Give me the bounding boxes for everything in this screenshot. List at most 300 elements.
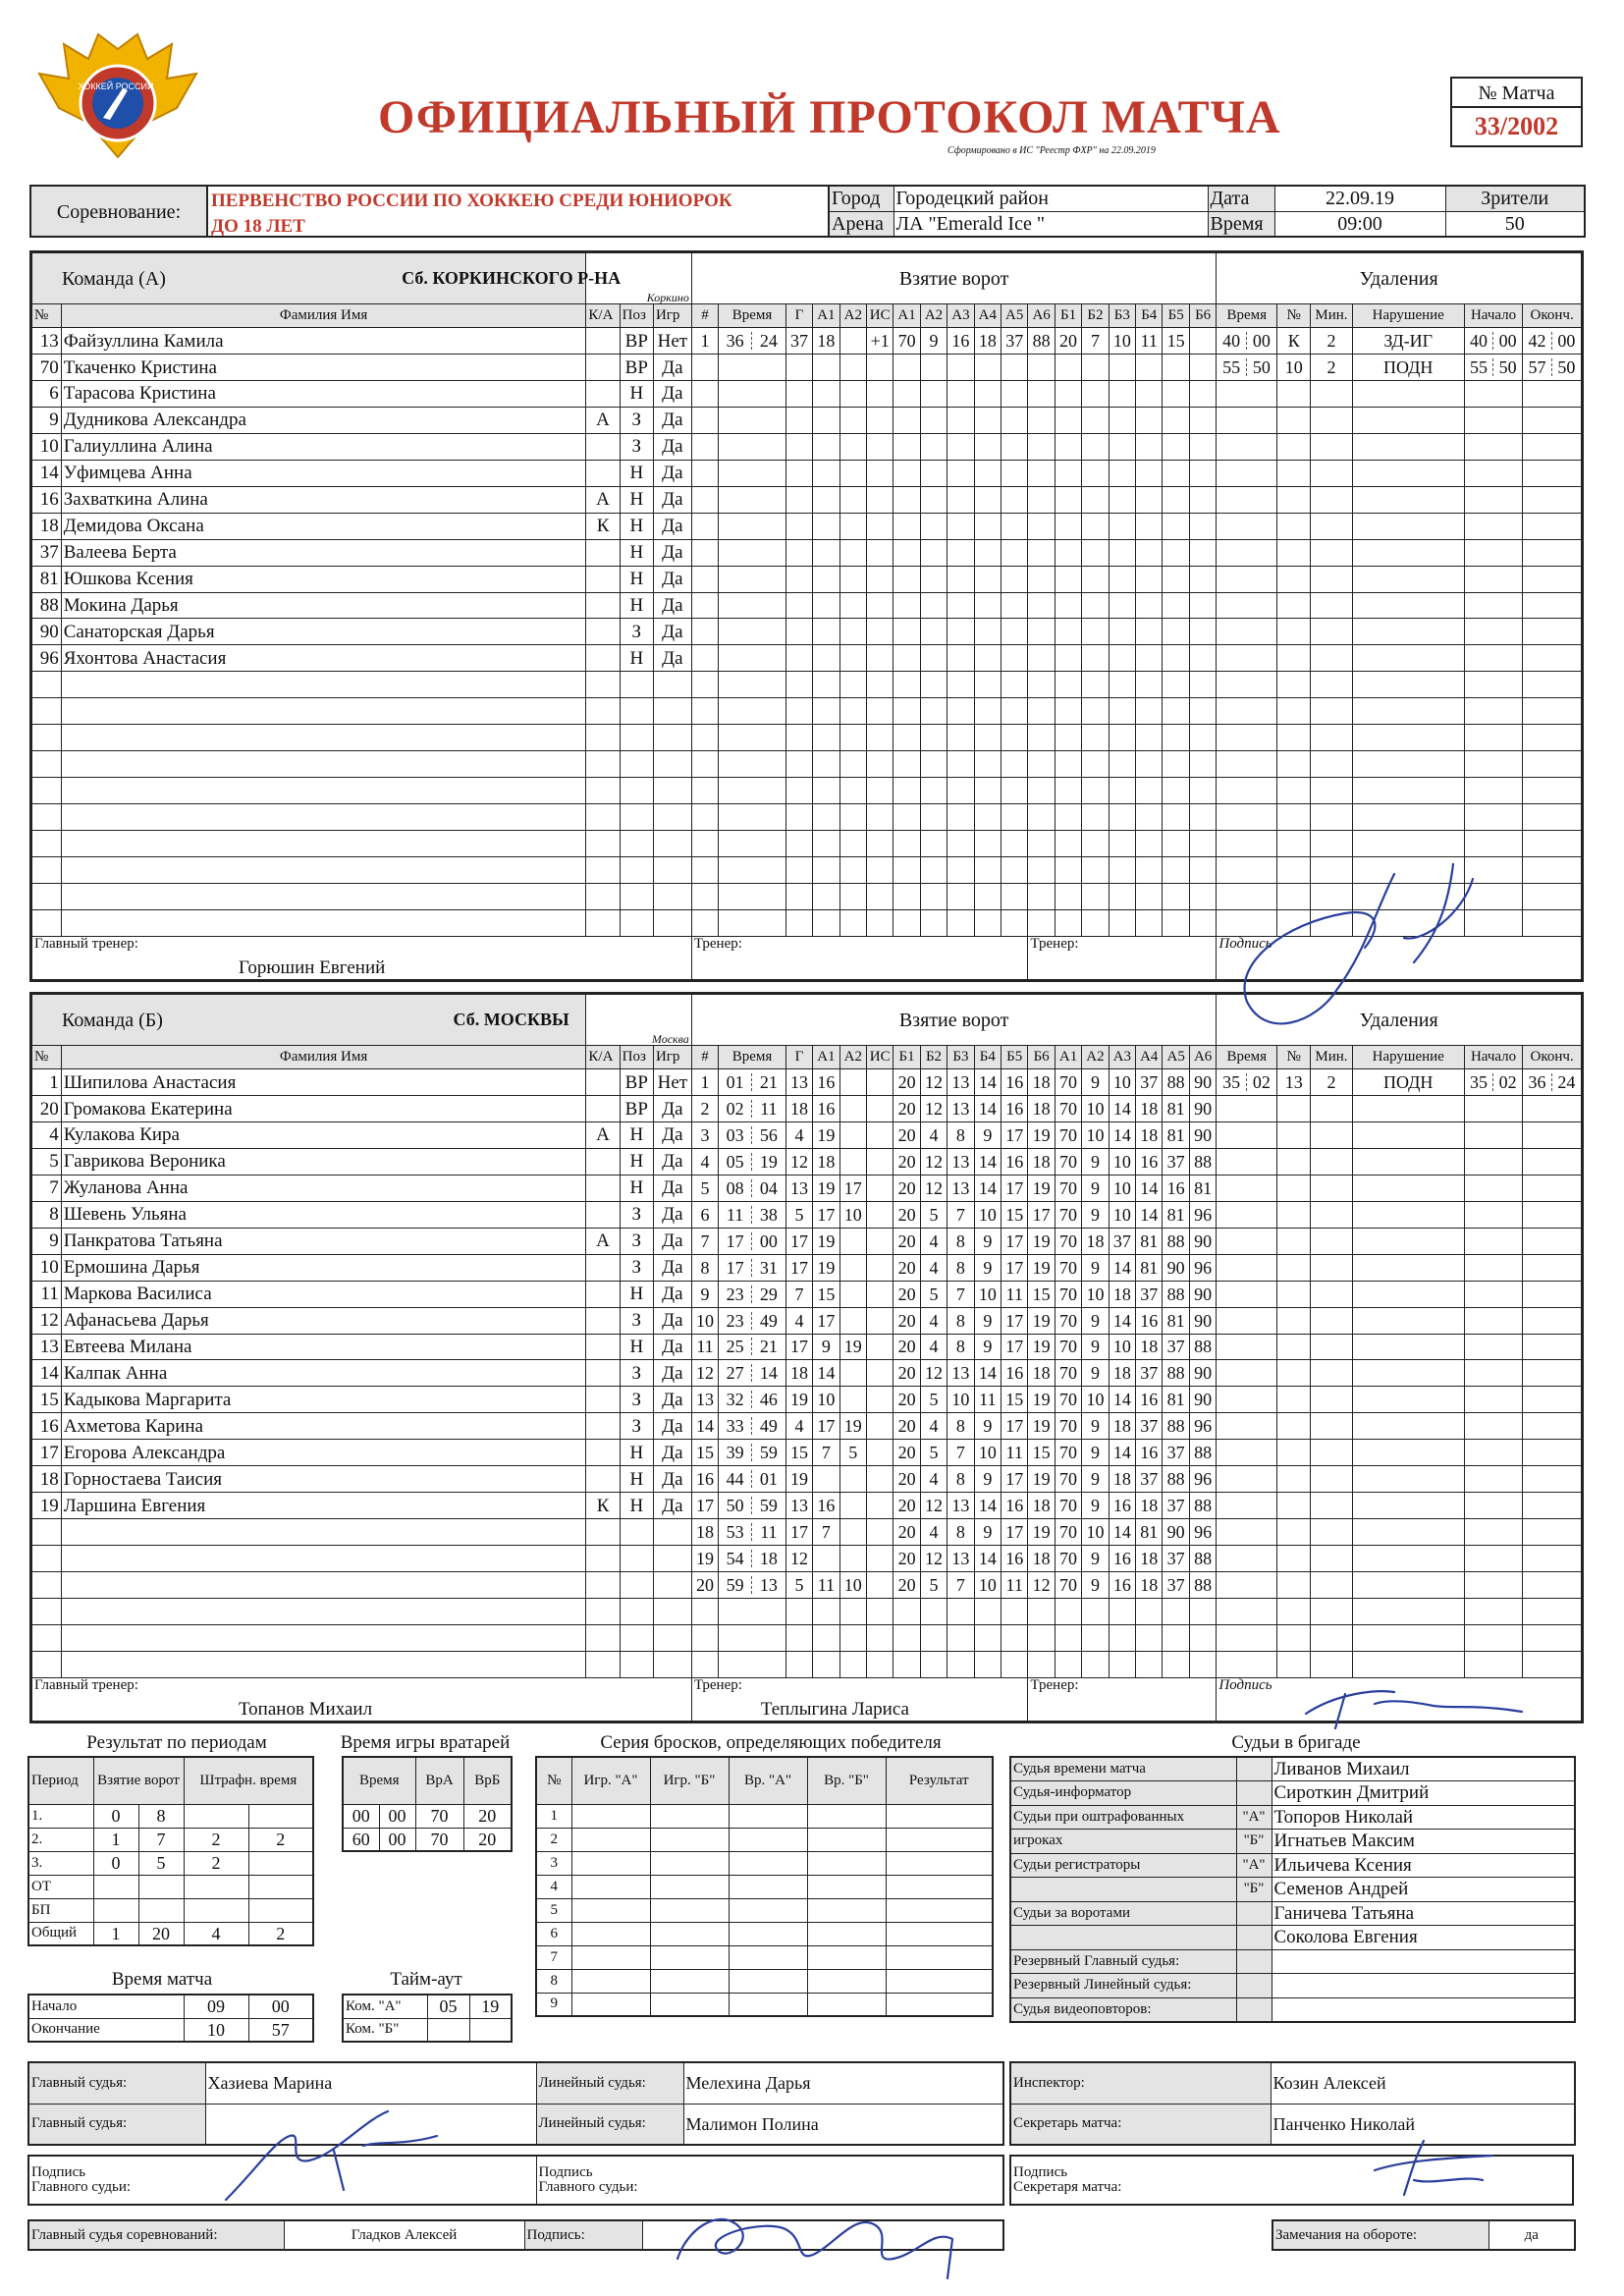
- team-b-name: Сб. МОСКВЫ: [453, 1010, 569, 1029]
- shootout-col-4: Вр. "Б": [807, 1757, 886, 1804]
- goal-cell: [839, 856, 866, 883]
- goal-cell: 19: [691, 1546, 718, 1572]
- goal-cell: [785, 433, 812, 460]
- goal-time-cell: [719, 1440, 786, 1466]
- goal-cell: 20: [893, 1228, 920, 1254]
- player-cell: [653, 698, 691, 725]
- period-cell: 2: [184, 1828, 248, 1851]
- goal-cell: [839, 433, 866, 460]
- goal-cell: [1055, 381, 1081, 408]
- goal-cell: 9: [1082, 1413, 1109, 1440]
- goal-cell: [1163, 381, 1189, 408]
- goal-cell: 96: [1189, 1466, 1217, 1493]
- penalty-cell: [1464, 830, 1522, 856]
- goal-cell: 90: [1189, 1096, 1217, 1122]
- goal-cell: 17: [785, 1228, 812, 1254]
- goal-time-cell: [719, 804, 786, 831]
- goal-time-sec: 00: [759, 1230, 778, 1251]
- referee-team: [1236, 1757, 1272, 1781]
- goal-cell: [1055, 672, 1081, 698]
- goal-cell: [974, 460, 1001, 486]
- player-cell: [586, 460, 620, 486]
- player-cell: [586, 1254, 620, 1281]
- goal-cell: 20: [893, 1413, 920, 1440]
- penalty-sec: 00: [1498, 331, 1517, 352]
- goal-cell: 15: [785, 1440, 812, 1466]
- goal-cell: 18: [1109, 1413, 1135, 1440]
- goal-cell: 18: [1136, 1546, 1163, 1572]
- goal-cell: 17: [691, 1493, 718, 1519]
- goal-cell: [866, 1546, 893, 1572]
- player-cell: Да: [653, 1413, 691, 1440]
- goal-cell: 9: [974, 1466, 1001, 1493]
- penalty-cell: [1311, 566, 1352, 592]
- goal-col-13: Б2: [1082, 304, 1109, 328]
- player-cell: [620, 1571, 653, 1598]
- goal-cell: 37: [785, 328, 812, 355]
- goal-cell: [866, 1307, 893, 1334]
- penalty-cell: [1311, 1413, 1352, 1440]
- goal-cell: [813, 539, 839, 566]
- goal-cell: [1082, 539, 1109, 566]
- player-cell: Н: [620, 1122, 653, 1149]
- goal-cell: [839, 1122, 866, 1149]
- player-cell: ВР: [620, 328, 653, 355]
- penalty-cell: [1523, 1122, 1582, 1149]
- goal-cell: [691, 645, 718, 672]
- goal-cell: 14: [1109, 1387, 1135, 1413]
- referee-name: [1272, 1974, 1575, 1998]
- goal-cell: [920, 619, 947, 645]
- period-row: [28, 1922, 313, 1945]
- penalty-cell: [1464, 1624, 1522, 1651]
- page-subtitle: Сформировано в ИС "Реестр ФХР" на 22.09.2019: [947, 145, 1156, 156]
- goal-time-cell: [719, 381, 786, 408]
- goal-cell: [1163, 566, 1189, 592]
- goal-cell: [866, 909, 893, 936]
- goal-cell: 4: [920, 1466, 947, 1493]
- goal-cell: [893, 778, 920, 804]
- goal-cell: 10: [1082, 1281, 1109, 1307]
- goal-cell: [920, 778, 947, 804]
- goal-cell: [920, 433, 947, 460]
- player-cell: [620, 804, 653, 831]
- goal-cell: [920, 856, 947, 883]
- penalty-cell: [1523, 381, 1582, 408]
- goal-cell: [839, 1519, 866, 1546]
- goal-cell: [1082, 460, 1109, 486]
- coach-1: Теплыгина Лариса: [760, 1698, 909, 1720]
- goal-cell: [893, 645, 920, 672]
- goal-cell: [866, 1201, 893, 1228]
- goal-cell: [691, 381, 718, 408]
- goal-cell: [1163, 539, 1189, 566]
- penalty-cell: [1277, 1254, 1311, 1281]
- player-cell: [586, 1360, 620, 1387]
- player-cell: [620, 1598, 653, 1624]
- goal-cell: [893, 909, 920, 936]
- penalty-cell: [1277, 778, 1311, 804]
- goal-cell: 9: [1082, 1493, 1109, 1519]
- goal-cell: [1163, 1651, 1189, 1677]
- penalty-cell: [1277, 1307, 1311, 1334]
- penalty-min: 42: [1523, 332, 1551, 350]
- penalty-cell: [1523, 486, 1582, 513]
- player-col-4: Игр: [653, 304, 691, 328]
- goal-cell: 13: [785, 1175, 812, 1201]
- goal-cell: 70: [1055, 1571, 1081, 1598]
- pen-col-1: №: [1277, 1046, 1311, 1069]
- goal-cell: [1109, 909, 1135, 936]
- goal-cell: 7: [947, 1201, 974, 1228]
- goal-cell: 13: [785, 1069, 812, 1096]
- penalty-cell: ЗД-ИГ: [1352, 328, 1464, 355]
- player-cell: [61, 672, 586, 698]
- goal-cell: [785, 672, 812, 698]
- goal-time-cell: [719, 751, 786, 778]
- goal-cell: 14: [1109, 1307, 1135, 1334]
- table-row: [32, 1493, 1582, 1519]
- goal-col-14: Б3: [1109, 304, 1135, 328]
- table-row: [32, 433, 1582, 460]
- goal-cell: [947, 486, 974, 513]
- penalty-cell: [1464, 1148, 1522, 1175]
- goal-cell: [866, 830, 893, 856]
- goal-cell: 20: [893, 1387, 920, 1413]
- pen-col-2: Мин.: [1311, 1046, 1352, 1069]
- player-cell: 16: [32, 486, 62, 513]
- goal-cell: [947, 725, 974, 751]
- goal-cell: 70: [1055, 1413, 1081, 1440]
- penalty-cell: [1352, 1440, 1464, 1466]
- goal-cell: [1082, 909, 1109, 936]
- goal-cell: [691, 460, 718, 486]
- player-cell: Шипилова Анастасия: [61, 1069, 586, 1096]
- goal-cell: 11: [1001, 1281, 1028, 1307]
- penalty-cell: [1352, 725, 1464, 751]
- player-cell: З: [620, 433, 653, 460]
- goal-cell: 10: [947, 1387, 974, 1413]
- goal-cell: [1136, 1651, 1163, 1677]
- penalty-cell: [1464, 1571, 1522, 1598]
- shootout-cell: [571, 1993, 650, 2016]
- goal-cell: [1082, 830, 1109, 856]
- timeout-b-s: [469, 2018, 512, 2042]
- goal-cell: [691, 407, 718, 433]
- goal-cell: [691, 619, 718, 645]
- goal-cell: [893, 1598, 920, 1624]
- penalty-cell: [1217, 751, 1277, 778]
- match-start-h: 09: [184, 1995, 248, 2018]
- goal-cell: [1055, 804, 1081, 831]
- goal-cell: [1163, 698, 1189, 725]
- goal-cell: 17: [1001, 1466, 1028, 1493]
- penalty-cell: [1352, 1493, 1464, 1519]
- table-row: [32, 698, 1582, 725]
- player-cell: Санаторская Дарья: [61, 619, 586, 645]
- penalty-cell: [1352, 1281, 1464, 1307]
- goal-cell: [1028, 856, 1055, 883]
- goal-cell: 10: [1109, 1334, 1135, 1360]
- goal-cell: 17: [1001, 1122, 1028, 1149]
- table-row: [32, 486, 1582, 513]
- sig-main-label-1b: Главного судьи:: [31, 2179, 132, 2195]
- table-row: [32, 1334, 1582, 1360]
- shootout-row: [536, 1969, 993, 1993]
- match-time-table: [27, 1994, 314, 2043]
- goal-cell: 37: [1163, 1493, 1189, 1519]
- table-row: [32, 830, 1582, 856]
- shootout-cell: [807, 1993, 886, 2016]
- goal-cell: 5: [920, 1201, 947, 1228]
- penalty-cell: [1523, 592, 1582, 619]
- goal-cell: [1189, 381, 1217, 408]
- shootout-col-1: Игр. "А": [571, 1757, 650, 1804]
- goal-cell: [866, 1440, 893, 1466]
- penalty-cell: [1217, 1360, 1277, 1387]
- goal-cell: 9: [974, 1122, 1001, 1149]
- period-row: [28, 1898, 313, 1922]
- penalty-cell: 13: [1277, 1069, 1311, 1096]
- penalty-cell: [1523, 1175, 1582, 1201]
- referee-team: [1236, 1997, 1272, 2022]
- shootout-cell: [807, 1851, 886, 1875]
- penalty-cell: [1523, 1571, 1582, 1598]
- goal-cell: [1136, 778, 1163, 804]
- goal-cell: 5: [920, 1440, 947, 1466]
- goal-cell: [920, 355, 947, 381]
- player-cell: Да: [653, 1122, 691, 1149]
- penalty-cell: [1464, 619, 1522, 645]
- penalty-sec: 00: [1252, 331, 1271, 352]
- goal-cell: [785, 355, 812, 381]
- penalty-cell: [1217, 328, 1277, 355]
- goal-cell: 14: [974, 1493, 1001, 1519]
- goal-cell: [1082, 433, 1109, 460]
- goal-col-0: #: [691, 1046, 718, 1069]
- goal-cell: [1082, 592, 1109, 619]
- table-row: [32, 1519, 1582, 1546]
- shootout-cell: [650, 1922, 729, 1945]
- penalty-cell: [1277, 1096, 1311, 1122]
- goal-time-min: 08: [719, 1179, 752, 1197]
- goal-cell: 88: [1189, 1493, 1217, 1519]
- penalty-cell: [1464, 1546, 1522, 1572]
- player-cell: Кулакова Кира: [61, 1122, 586, 1149]
- goalie-time-table: [342, 1756, 513, 1852]
- penalty-cell: [1217, 1175, 1277, 1201]
- goal-cell: [839, 1307, 866, 1334]
- penalty-cell: [1352, 1624, 1464, 1651]
- penalty-cell: [1352, 1228, 1464, 1254]
- goal-cell: 17: [1001, 1413, 1028, 1440]
- penalty-sec: 00: [1557, 331, 1576, 352]
- referee-team: [1236, 1781, 1272, 1806]
- goal-cell: 19: [1028, 1466, 1055, 1493]
- penalty-cell: [1464, 381, 1522, 408]
- date-label: Дата: [1208, 186, 1274, 211]
- goal-time-cell: [719, 1651, 786, 1677]
- chief-label: Главный судья соревнований:: [28, 2220, 284, 2250]
- sig-main-label-2a: Подпись: [538, 2164, 593, 2180]
- penalty-cell: [1311, 592, 1352, 619]
- goal-cell: [947, 460, 974, 486]
- goal-cell: [920, 407, 947, 433]
- goal-cell: [866, 1519, 893, 1546]
- player-cell: Да: [653, 407, 691, 433]
- goal-cell: [920, 486, 947, 513]
- coach-cell-1: [691, 1677, 1028, 1721]
- player-cell: [61, 725, 586, 751]
- goal-cell: 37: [1001, 328, 1028, 355]
- goal-cell: 10: [1082, 1122, 1109, 1149]
- goal-cell: 19: [813, 1228, 839, 1254]
- player-cell: [32, 1546, 62, 1572]
- player-cell: [586, 725, 620, 751]
- time-label: Время: [1208, 211, 1274, 237]
- goal-cell: [785, 830, 812, 856]
- player-cell: [32, 883, 62, 909]
- goal-cell: [839, 460, 866, 486]
- goal-cell: 16: [1136, 1307, 1163, 1334]
- goal-cell: [920, 381, 947, 408]
- goal-cell: [1055, 1598, 1081, 1624]
- player-cell: 5: [32, 1148, 62, 1175]
- penalty-cell: [1352, 804, 1464, 831]
- goal-cell: [974, 751, 1001, 778]
- goal-cell: [866, 1148, 893, 1175]
- player-cell: [61, 778, 586, 804]
- goal-cell: [866, 1228, 893, 1254]
- player-cell: 6: [32, 381, 62, 408]
- table-row: [32, 328, 1582, 355]
- player-cell: Жуланова Анна: [61, 1175, 586, 1201]
- penalty-cell: [1523, 1493, 1582, 1519]
- goal-cell: [691, 672, 718, 698]
- table-row: [32, 1307, 1582, 1334]
- logo-text: ХОККЕЙ РОССИИ: [78, 82, 154, 91]
- team-b-city: Москва: [651, 1032, 689, 1047]
- goal-time-cell: [719, 1413, 786, 1440]
- player-cell: Файзуллина Камила: [61, 328, 586, 355]
- player-cell: [586, 698, 620, 725]
- penalty-cell: [1352, 381, 1464, 408]
- goal-cell: [1189, 513, 1217, 539]
- goal-cell: [1082, 725, 1109, 751]
- goal-cell: 15: [1001, 1387, 1028, 1413]
- goal-cell: [839, 909, 866, 936]
- shootout-cell: [650, 1969, 729, 1993]
- table-row: [32, 566, 1582, 592]
- goal-cell: [1163, 433, 1189, 460]
- goal-time-cell: [719, 1307, 786, 1334]
- goal-time-cell: [719, 856, 786, 883]
- goal-cell: [1028, 407, 1055, 433]
- player-cell: 7: [32, 1175, 62, 1201]
- goal-cell: 9: [974, 1228, 1001, 1254]
- goal-cell: [866, 592, 893, 619]
- goal-cell: [893, 804, 920, 831]
- table-row: [32, 355, 1582, 381]
- chief: Гладков Алексей: [284, 2220, 524, 2250]
- player-cell: Да: [653, 1493, 691, 1519]
- penalty-cell: [1523, 1466, 1582, 1493]
- goal-cell: 96: [1189, 1201, 1217, 1228]
- goal-cell: [1001, 407, 1028, 433]
- goal-cell: [785, 619, 812, 645]
- goal-col-11: А6: [1028, 304, 1055, 328]
- table-row: [32, 751, 1582, 778]
- penalty-cell: [1352, 698, 1464, 725]
- penalty-cell: [1277, 1122, 1311, 1149]
- penalty-cell: [1311, 804, 1352, 831]
- penalty-cell: [1523, 1440, 1582, 1466]
- goal-cell: [866, 1334, 893, 1360]
- team-b-section: [29, 992, 1584, 1723]
- player-cell: [653, 725, 691, 751]
- goal-cell: [813, 804, 839, 831]
- goal-cell: [1082, 1651, 1109, 1677]
- shootout-cell: [729, 1804, 807, 1828]
- period-cell: [93, 1898, 138, 1922]
- goal-cell: 20: [893, 1069, 920, 1096]
- penalty-cell: [1523, 1069, 1582, 1096]
- penalty-cell: [1277, 804, 1311, 831]
- player-cell: 10: [32, 1254, 62, 1281]
- goal-time-sec: 11: [760, 1099, 778, 1120]
- goal-cell: 19: [813, 1122, 839, 1149]
- shootout-cell: [886, 1804, 993, 1828]
- penalty-cell: [1217, 433, 1277, 460]
- player-cell: 90: [32, 619, 62, 645]
- goal-col-2: Г: [785, 304, 812, 328]
- goal-cell: [1189, 407, 1217, 433]
- goalie-time-title: Время игры вратарей: [340, 1732, 511, 1753]
- goal-cell: [1136, 592, 1163, 619]
- penalty-cell: [1217, 539, 1277, 566]
- goal-cell: [1163, 645, 1189, 672]
- goal-cell: [947, 407, 974, 433]
- goal-cell: [839, 486, 866, 513]
- goal-cell: [866, 1175, 893, 1201]
- goal-cell: 17: [813, 1413, 839, 1440]
- goal-cell: 20: [893, 1175, 920, 1201]
- table-row: [32, 539, 1582, 566]
- goalie-col-time: Время: [343, 1757, 415, 1804]
- player-cell: [32, 672, 62, 698]
- goal-col-6: Б1: [893, 1046, 920, 1069]
- referee-name: Топоров Николай: [1272, 1805, 1575, 1830]
- goal-cell: [947, 909, 974, 936]
- penalty-cell: [1523, 1281, 1582, 1307]
- goal-cell: 70: [1055, 1546, 1081, 1572]
- player-cell: 12: [32, 1307, 62, 1334]
- goal-cell: 14: [1109, 1254, 1135, 1281]
- penalty-cell: [1464, 1175, 1522, 1201]
- goal-cell: [1189, 778, 1217, 804]
- signature-team-a: [1227, 854, 1512, 1070]
- penalty-cell: [1464, 1413, 1522, 1440]
- goal-cell: 18: [785, 1096, 812, 1122]
- goal-cell: [1163, 856, 1189, 883]
- goal-cell: [1028, 460, 1055, 486]
- player-cell: [620, 909, 653, 936]
- goal-cell: [974, 513, 1001, 539]
- player-cell: Н: [620, 592, 653, 619]
- player-cell: З: [620, 1360, 653, 1387]
- table-row: [32, 1546, 1582, 1572]
- goal-cell: [839, 381, 866, 408]
